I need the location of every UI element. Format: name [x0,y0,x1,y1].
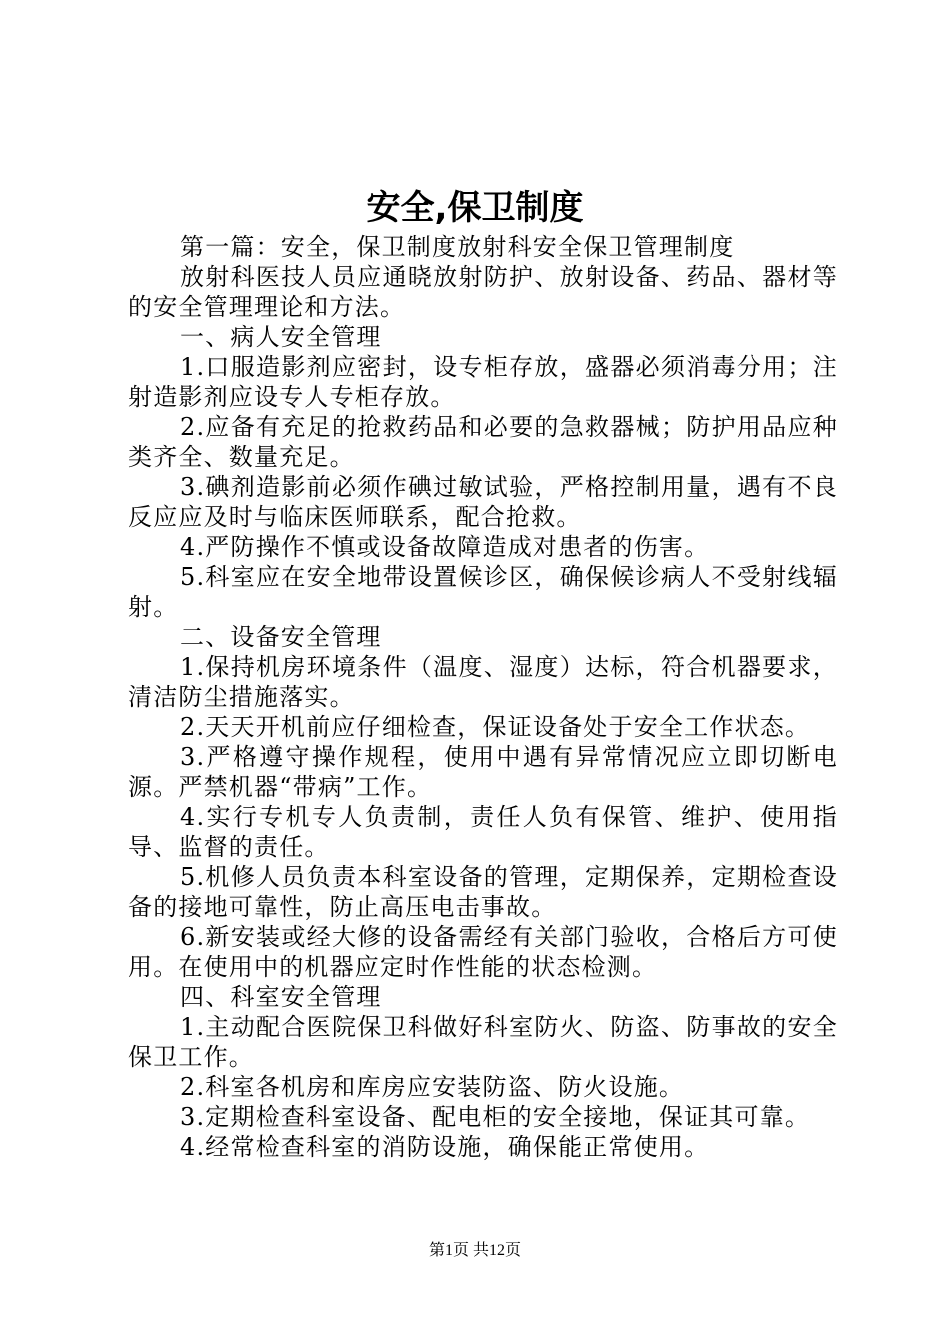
list-item: 3.严格遵守操作规程，使用中遇有异常情况应立即切断电源。严禁机器“带病”工作。 [128,743,838,801]
page-footer: 第1页 共12页 [428,1242,521,1259]
list-item: 1.口服造影剂应密封，设专柜存放，盛器必须消毒分用；注射造影剂应设专人专柜存放。 [128,353,838,411]
paragraph: 第一篇：安全，保卫制度放射科安全保卫管理制度 [180,233,735,261]
paragraph: 放射科医技人员应通晓放射防护、放射设备、药品、器材等的安全管理理论和方法。 [128,263,838,321]
section-heading: 四、科室安全管理 [180,983,382,1011]
section-heading: 二、设备安全管理 [180,623,382,651]
list-item: 3.定期检查科室设备、配电柜的安全接地，保证其可靠。 [180,1103,811,1131]
list-item: 6.新安装或经大修的设备需经有关部门验收，合格后方可使用。在使用中的机器应定时作性能的状态检测。 [128,923,838,981]
list-item: 2.科室各机房和库房应安装防盗、防火设施。 [180,1073,685,1101]
list-item: 1.保持机房环境条件（温度、湿度）达标，符合机器要求，清洁防尘措施落实。 [128,653,838,711]
list-item: 5.机修人员负责本科室设备的管理，定期保养，定期检查设备的接地可靠性，防止高压电击事故。 [128,863,838,921]
section-heading: 一、病人安全管理 [180,323,382,351]
list-item: 3.碘剂造影前必须作碘过敏试验，严格控制用量，遇有不良反应应及时与临床医师联系，配合抢救。 [128,473,838,531]
list-item: 4.严防操作不慎或设备故障造成对患者的伤害。 [180,533,710,561]
list-item: 5.科室应在安全地带设置候诊区，确保候诊病人不受射线辐射。 [128,563,838,621]
list-item: 2.应备有充足的抢救药品和必要的急救器械；防护用品应种类齐全、数量充足。 [128,413,838,471]
list-item: 4.实行专机专人负责制，责任人负有保管、维护、使用指导、监督的责任。 [128,803,838,861]
document-body [128,232,838,1162]
document-title: 安全,保卫制度 [366,188,584,228]
list-item: 1.主动配合医院保卫科做好科室防火、防盗、防事故的安全保卫工作。 [128,1013,838,1071]
list-item: 4.经常检查科室的消防设施，确保能正常使用。 [180,1133,710,1161]
list-item: 2.天天开机前应仔细检查，保证设备处于安全工作状态。 [180,713,811,741]
